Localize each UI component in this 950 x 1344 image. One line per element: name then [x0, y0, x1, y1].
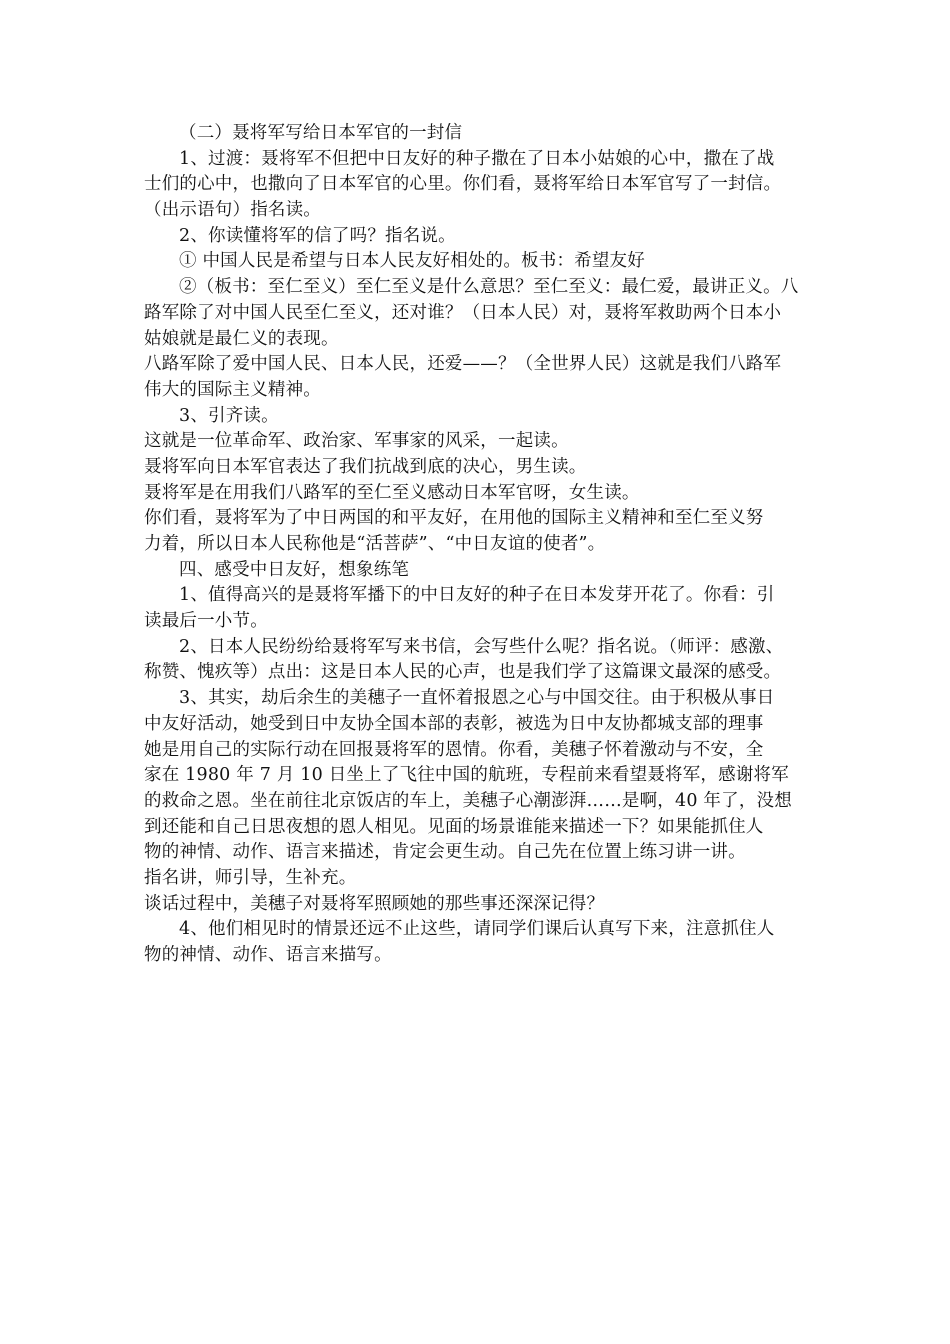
text-line: 谈话过程中，美穗子对聂将军照顾她的那些事还深深记得？ [144, 893, 605, 914]
text-line: 伟大的国际主义精神。 [144, 379, 321, 400]
text-line: 1、过渡：聂将军不但把中日友好的种子撒在了日本小姑娘的心中，撒在了战 [179, 148, 775, 169]
text-line: 指名讲，师引导，生补充。 [144, 867, 357, 888]
text-line: 1、值得高兴的是聂将军播下的中日友好的种子在日本发芽开花了。你看：引 [179, 585, 775, 606]
text-line: （出示语句）指名读。 [144, 200, 321, 221]
text-line: 姑娘就是最仁义的表现。 [144, 328, 339, 349]
text-line: 这就是一位革命军、政治家、军事家的风采，一起读。 [144, 431, 569, 452]
document-body [144, 121, 812, 969]
text-line: 2、日本人民纷纷给聂将军写来书信，会写些什么呢？指名说。（师评：感激、 [179, 636, 784, 657]
text-line: 读最后一小节。 [144, 611, 268, 632]
text-line: 她是用自己的实际行动在回报聂将军的恩情。你看，美穗子怀着激动与不安，全 [144, 739, 764, 760]
text-line: 中友好活动，她受到日中友协全国本部的表彰，被选为日中友协都城支部的理事 [144, 713, 764, 734]
text-line: 聂将军是在用我们八路军的至仁至义感动日本军官呀，女生读。 [144, 482, 640, 503]
text-line: 四、感受中日友好，想象练笔 [179, 559, 410, 580]
text-line: 2、你读懂将军的信了吗？指名说。 [179, 225, 456, 246]
text-line: 3、引齐读。 [179, 405, 279, 426]
text-line: 到还能和自己日思夜想的恩人相见。见面的场景谁能来描述一下？如果能抓住人 [144, 816, 764, 837]
text-line: （二）聂将军写给日本军官的一封信 [179, 123, 463, 143]
text-line: ① 中国人民是希望与日本人民友好相处的。板书：希望友好 [179, 251, 645, 272]
text-line: 士们的心中，也撒向了日本军官的心里。你们看，聂将军给日本军官写了一封信。 [144, 174, 782, 195]
text-line: 称赞、愧疚等）点出：这是日本人民的心声，也是我们学了这篇课文最深的感受。 [144, 662, 782, 683]
text-line: 八路军除了爱中国人民、日本人民，还爱——？（全世界人民）这就是我们八路军 [144, 354, 782, 375]
text-line: 3、其实，劫后余生的美穗子一直怀着报恩之心与中国交往。由于积极从事日 [179, 688, 775, 709]
text-line: 4、他们相见时的情景还远不止这些，请同学们课后认真写下来，注意抓住人 [179, 919, 775, 940]
text-line: 聂将军向日本军官表达了我们抗战到底的决心，男生读。 [144, 456, 587, 477]
text-line: ②（板书：至仁至义）至仁至义是什么意思？至仁至义：最仁爱，最讲正义。八 [179, 277, 799, 298]
text-line: 力着，所以日本人民称他是“活菩萨”、“中日友谊的使者”。 [144, 534, 606, 554]
text-line: 家在 1980 年 7 月 10 日坐上了飞往中国的航班，专程前来看望聂将军，感谢将军 [144, 765, 789, 786]
text-line: 物的神情、动作、语言来描写。 [144, 945, 392, 965]
text-line: 的救命之恩。坐在前往北京饭店的车上，美穗子心潮澎湃……是啊，40 年了，没想 [144, 790, 792, 811]
text-line: 物的神情、动作、语言来描述，肯定会更生动。自己先在位置上练习讲一讲。 [144, 842, 746, 863]
text-line: 路军除了对中国人民至仁至义，还对谁？（日本人民）对，聂将军救助两个日本小 [144, 302, 782, 323]
text-line: 你们看，聂将军为了中日两国的和平友好，在用他的国际主义精神和至仁至义努 [144, 508, 764, 529]
